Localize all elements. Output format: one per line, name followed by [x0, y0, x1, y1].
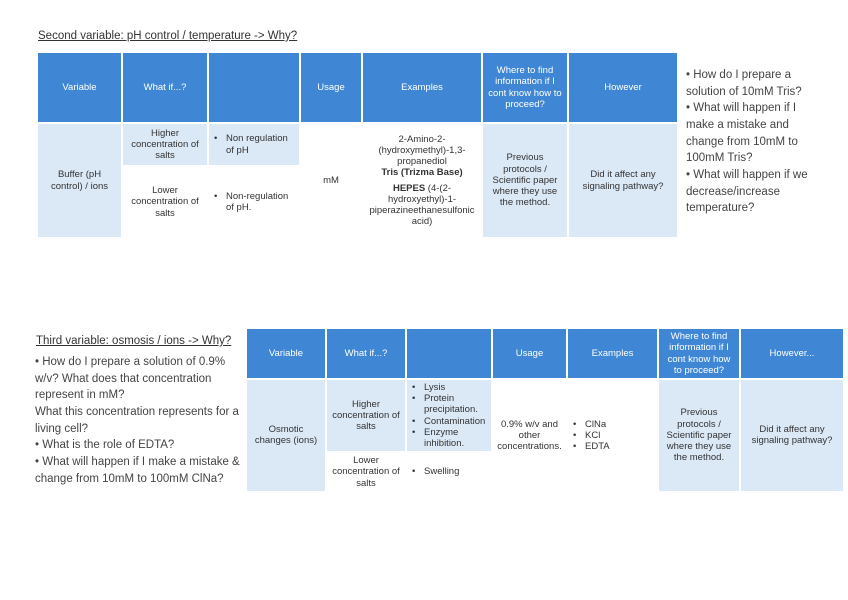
- header-variable: Variable: [37, 52, 122, 123]
- cell-higher-effect: [208, 123, 300, 166]
- example-edta: • EDTA: [585, 441, 653, 452]
- effect-protein-precipitation: • Protein precipitation.: [424, 393, 487, 415]
- cell-lower-effect: [208, 166, 300, 238]
- cell-lower: Lower concentration of salts: [326, 452, 406, 492]
- example-hepes: [367, 183, 477, 228]
- header-examples: Examples: [362, 52, 482, 123]
- cell-variable: Osmotic changes (ions): [246, 379, 326, 492]
- cell-however: Did it affect any signaling pathway?: [740, 379, 844, 492]
- hepes-desc: (4-(2-hydroxyethyl)-1-piperazineethanesulfonic acid): [369, 182, 475, 228]
- cell-higher: Higher concentration of salts: [326, 379, 406, 452]
- section3-notes: [35, 354, 247, 487]
- note-item: • What will happen if I make a mistake & change from 10mM to 100mM ClNa?: [35, 456, 240, 485]
- header-what-if: What if...?: [326, 328, 406, 379]
- cell-variable: Buffer (pH control) / ions: [37, 123, 122, 238]
- higher-effect-item: • Non regulation of pH: [226, 133, 295, 155]
- cell-examples: [362, 123, 482, 238]
- example-clna: • ClNa: [585, 419, 653, 430]
- note-item: What this concentration represents for a living cell?: [35, 406, 239, 435]
- cell-examples: [567, 379, 658, 492]
- lower-effect-item: • Non-regulation of pH.: [226, 191, 295, 213]
- header-however: However: [568, 52, 678, 123]
- header-where: Where to find information if I cont know how to proceed?: [658, 328, 740, 379]
- cell-however: Did it affect any signaling pathway?: [568, 123, 678, 238]
- header-blank: [208, 52, 300, 123]
- example-kcl: • KCl: [585, 430, 653, 441]
- hepes-name: HEPES: [392, 182, 426, 194]
- header-usage: Usage: [492, 328, 567, 379]
- cell-where: Previous protocols / Scientific paper where they use the method.: [658, 379, 740, 492]
- ph-control-table: [36, 51, 679, 239]
- header-blank: [406, 328, 492, 379]
- example-tris: Tris (Trizma Base): [381, 167, 463, 179]
- note-item: • What will happen if I make a mistake and change from 10mM to 100mM Tris?: [686, 102, 798, 165]
- note-item: • What will happen if we decrease/increase temperature?: [686, 169, 808, 215]
- header-what-if: What if...?: [122, 52, 208, 123]
- effect-contamination: • Contamination: [424, 416, 487, 427]
- section3-heading: Third variable: osmosis / ions -> Why?: [36, 335, 232, 347]
- note-item: • What is the role of EDTA?: [35, 439, 175, 452]
- header-however: However...: [740, 328, 844, 379]
- header-examples: Examples: [567, 328, 658, 379]
- section2-heading: Second variable: pH control / temperature -> Why?: [38, 30, 298, 42]
- effect-swelling: • Swelling: [424, 466, 487, 477]
- cell-where: Previous protocols / Scientific paper where they use the method.: [482, 123, 568, 238]
- cell-usage: mM: [300, 123, 362, 238]
- osmosis-table: [245, 327, 845, 493]
- effect-lysis: • Lysis: [424, 382, 487, 393]
- cell-lower: Lower concentration of salts: [122, 166, 208, 238]
- note-item: • How do I prepare a solution of 10mM Tris?: [686, 69, 802, 98]
- example-iupac: 2-Amino-2-(hydroxymethyl)-1,3-propanediol: [378, 133, 466, 168]
- section2-notes: [686, 67, 818, 217]
- header-variable: Variable: [246, 328, 326, 379]
- cell-lower-effects: [406, 452, 492, 492]
- note-item: • How do I prepare a solution of 0.9% w/v? What does that concentration represent in mM?: [35, 356, 226, 402]
- cell-usage: 0.9% w/v and other concentrations.: [492, 379, 567, 492]
- cell-higher: Higher concentration of salts: [122, 123, 208, 166]
- effect-enzyme-inhibition: • Enzyme inhibition.: [424, 427, 487, 449]
- header-where: Where to find information if I cont know how to proceed?: [482, 52, 568, 123]
- cell-higher-effects: [406, 379, 492, 452]
- header-usage: Usage: [300, 52, 362, 123]
